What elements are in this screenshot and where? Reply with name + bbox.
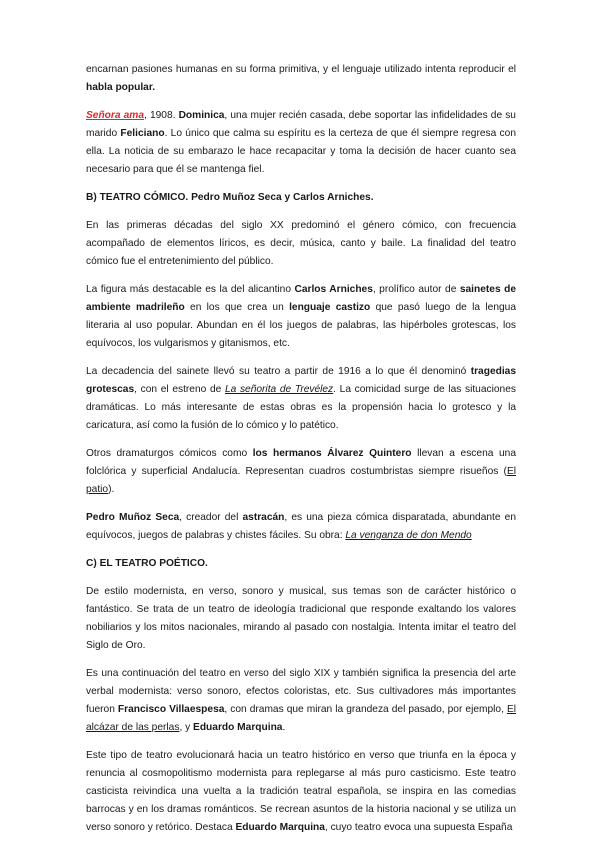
link-el-alcazar-de-las-perlas[interactable]: El alcázar de las perlas <box>86 704 516 733</box>
link-el-patio[interactable]: El patio <box>86 466 516 495</box>
paragraph-decadencia-sainete: La decadencia del sainete llevó su teatro a partir de 1916 a lo que él denominó tragedias grotescas, con el estreno de La señorita de Trevélez. La comicidad surge de las situaciones dramáticas. Lo más interesante de estas obras es la propensión hacia lo grotesco y la caricatura, así como la fusión de lo cómico y lo patético. <box>86 366 516 431</box>
section-heading-teatro-poetico: C) EL TEATRO POÉTICO. <box>86 558 208 569</box>
paragraph-senora-ama: Señora ama, 1908. Dominica, una mujer recién casada, debe soportar las infidelidades de su marido Feliciano. Lo único que calma su espíritu es la certeza de que él siempre regresa con ella. La noticia de su embarazo le hace recapacitar y toma la decisión de hacer cuanto sea necesario para que él se mantenga fiel. <box>86 110 516 175</box>
work-title-senora-ama[interactable]: Señora ama <box>86 110 145 121</box>
section-heading-teatro-comico: B) TEATRO CÓMICO. Pedro Muñoz Seca y Carlos Arniches. <box>86 192 374 203</box>
paragraph-genero-comico: En las primeras décadas del siglo XX predominó el género cómico, con frecuencia acompañado de elementos líricos, es decir, música, canto y baile. La finalidad del teatro cómico fue el entretenimiento del público. <box>86 220 516 267</box>
paragraph-teatro-historico: Este tipo de teatro evolucionará hacia un teatro histórico en verso que triunfa en la época y renuncia al cosmopolitismo modernista para replegarse al más puro casticismo. Este teatro casticista reivindica una vuelta a la tradición teatral española, se inspira en las comedias barrocas y en los dramas románticos. Se recrean asuntos de la historia nacional y se utiliza un verso sonoro y retórico. Destaca Eduardo Marquina, cuyo teatro evoca una supuesta España <box>86 750 516 833</box>
paragraph-munoz-seca: Pedro Muñoz Seca, creador del astracán, es una pieza cómica disparatada, abundante en equívocos, juegos de palabras y chistes fáciles. Su obra: La venganza de don Mendo <box>86 512 516 541</box>
paragraph-alvarez-quintero: Otros dramaturgos cómicos como los hermanos Álvarez Quintero llevan a escena una folclórica y superficial Andalucía. Representan cuadros costumbristas siempre risueños (El patio). <box>86 448 516 495</box>
paragraph-intro-continuation: encarnan pasiones humanas en su forma primitiva, y el lenguaje utilizado intenta reproducir el habla popular. <box>86 64 516 93</box>
paragraph-villaespesa-marquina: Es una continuación del teatro en verso del siglo XIX y también significa la presencia del arte verbal modernista: verso sonoro, efectos coloristas, etc. Sus cultivadores más importantes fueron Francisco Villaespesa, con dramas que miran la grandeza del pasado, por ejemplo, El alcázar de las perlas, y Eduardo Marquina. <box>86 668 516 733</box>
paragraph-estilo-modernista: De estilo modernista, en verso, sonoro y musical, sus temas son de carácter histórico o fantástico. Se trata de un teatro de ideología tradicional que responde exaltando los valores nobiliarios y los mitos nacionales, mirando al pasado con nostalgia. Intenta imitar el teatro del Siglo de Oro. <box>86 586 516 651</box>
paragraph-arniches: La figura más destacable es la del alicantino Carlos Arniches, prolífico autor de sainetes de ambiente madrileño en los que crea un lenguaje castizo que pasó luego de la lengua literaria al uso popular. Abundan en él los juegos de palabras, las hipérboles grotescas, los equívocos, los vulgarismos y gitanismos, etc. <box>86 284 516 349</box>
link-la-senorita-de-trevelez[interactable]: La señorita de Trevélez <box>224 384 334 395</box>
link-la-venganza-de-don-mendo[interactable]: La venganza de don Mendo <box>345 530 472 541</box>
